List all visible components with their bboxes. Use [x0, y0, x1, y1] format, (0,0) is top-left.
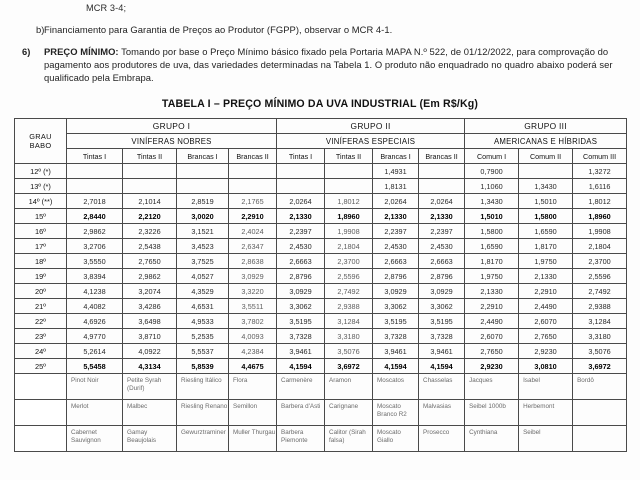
table-cell: 3,3062: [277, 299, 325, 314]
table-cell: 2,7492: [325, 284, 373, 299]
group-header-1: GRUPO I: [67, 119, 277, 134]
table-cell: 2,5596: [573, 269, 627, 284]
table-cell: 4,3529: [177, 284, 229, 299]
variety-row: [15, 374, 627, 400]
variety-cell: Chasselas: [419, 374, 465, 400]
table-row: [15, 209, 627, 224]
row-label: 22º: [15, 314, 67, 329]
table-cell: 1,5800: [465, 224, 519, 239]
table-cell: 3,2706: [67, 239, 123, 254]
table-cell: 2,9388: [573, 299, 627, 314]
column-header-comum-ii: Comum II: [519, 149, 573, 164]
table-cell: 3,5076: [325, 344, 373, 359]
grau-label-line1: GRAU: [29, 132, 52, 141]
table-title: TABELA I – PREÇO MÍNIMO DA UVA INDUSTRIAL (Em R$/Kg): [161, 98, 479, 110]
table-cell: 1,3272: [573, 164, 627, 179]
table-cell: 3,5195: [419, 314, 465, 329]
variety-cell: Seibel: [519, 426, 573, 452]
table-cell: 1,5010: [519, 194, 573, 209]
table-cell: 4,1594: [419, 359, 465, 374]
group-subtitle-3: AMERICANAS E HÍBRIDAS: [465, 134, 627, 149]
variety-cell: Seibel 1000b: [465, 400, 519, 426]
table-cell: [277, 179, 325, 194]
table-cell: 2,4024: [229, 224, 277, 239]
list-item-b-text: Financiamento para Garantia de Preços ao Produtor (FGPP), observar o MCR 4-1.: [44, 24, 393, 35]
table-cell: 1,1060: [465, 179, 519, 194]
table-cell: [277, 164, 325, 179]
table-cell: 3,7328: [373, 329, 419, 344]
column-header-row: [15, 149, 627, 164]
table-cell: 2,8519: [177, 194, 229, 209]
table-cell: [67, 179, 123, 194]
column-header-tintas-i-g1: Tintas I: [67, 149, 123, 164]
table-cell: 4,6531: [177, 299, 229, 314]
variety-cell: Semillon: [229, 400, 277, 426]
table-cell: 2,4490: [519, 299, 573, 314]
table-cell: 2,3700: [573, 254, 627, 269]
table-cell: 3,3220: [229, 284, 277, 299]
table-cell: 4,0093: [229, 329, 277, 344]
table-cell: 1,9908: [573, 224, 627, 239]
table-cell: 2,1765: [229, 194, 277, 209]
intro-section: [14, 0, 626, 84]
table-cell: 3,5195: [373, 314, 419, 329]
table-cell: 2,2910: [229, 209, 277, 224]
table-cell: 5,2535: [177, 329, 229, 344]
table-cell: 5,2614: [67, 344, 123, 359]
table-cell: 1,9750: [465, 269, 519, 284]
table-row: [15, 164, 627, 179]
price-table: [14, 118, 627, 452]
table-cell: [519, 164, 573, 179]
table-row: [15, 284, 627, 299]
table-row: [15, 194, 627, 209]
variety-cell: Muller Thurgau: [229, 426, 277, 452]
variety-cell: Calitor (Sirah falsa): [325, 426, 373, 452]
table-cell: [419, 179, 465, 194]
table-cell: 3,9461: [419, 344, 465, 359]
table-cell: 4,1594: [373, 359, 419, 374]
table-cell: 4,4082: [67, 299, 123, 314]
table-cell: 3,3180: [573, 329, 627, 344]
table-row: [15, 329, 627, 344]
table-cell: 4,3134: [123, 359, 177, 374]
table-row: [15, 224, 627, 239]
variety-cell: Moscato Branco R2: [373, 400, 419, 426]
row-label: 23º: [15, 329, 67, 344]
table-cell: 2,7650: [519, 329, 573, 344]
table-cell: 1,8012: [573, 194, 627, 209]
variety-cell: Flora: [229, 374, 277, 400]
table-cell: 3,5511: [229, 299, 277, 314]
table-cell: [325, 179, 373, 194]
table-cell: 2,1804: [573, 239, 627, 254]
table-cell: 2,4490: [465, 314, 519, 329]
table-cell: 3,7328: [277, 329, 325, 344]
table-cell: 2,6070: [465, 329, 519, 344]
table-cell: 2,5596: [325, 269, 373, 284]
group-header-2: GRUPO II: [277, 119, 465, 134]
table-cell: 2,9388: [325, 299, 373, 314]
table-cell: 1,8131: [373, 179, 419, 194]
table-cell: 2,7650: [123, 254, 177, 269]
table-cell: 3,7328: [419, 329, 465, 344]
table-row: [15, 314, 627, 329]
table-cell: 2,8440: [67, 209, 123, 224]
row-label: 12º (*): [15, 164, 67, 179]
table-cell: 2,3226: [123, 224, 177, 239]
table-cell: 2,1330: [465, 284, 519, 299]
table-row: [15, 239, 627, 254]
table-cell: 3,0810: [519, 359, 573, 374]
column-header-tintas-ii-g1: Tintas II: [123, 149, 177, 164]
table-cell: 2,9230: [465, 359, 519, 374]
column-header-tintas-ii-g2: Tintas II: [325, 149, 373, 164]
table-cell: [67, 164, 123, 179]
table-cell: 5,5458: [67, 359, 123, 374]
table-cell: 3,7525: [177, 254, 229, 269]
table-row: [15, 299, 627, 314]
variety-row-label: [15, 426, 67, 452]
table-cell: 4,2384: [229, 344, 277, 359]
table-cell: 1,6590: [465, 239, 519, 254]
table-cell: 3,4523: [177, 239, 229, 254]
table-cell: 3,1284: [573, 314, 627, 329]
table-cell: 1,6590: [519, 224, 573, 239]
variety-cell: Moscato Giallo: [373, 426, 419, 452]
table-cell: 4,9533: [177, 314, 229, 329]
table-cell: 2,8796: [419, 269, 465, 284]
table-cell: 2,4530: [419, 239, 465, 254]
table-cell: 4,9770: [67, 329, 123, 344]
column-header-tintas-i-g2: Tintas I: [277, 149, 325, 164]
variety-cell: Riesling Itálico: [177, 374, 229, 400]
table-cell: 2,0264: [419, 194, 465, 209]
table-cell: 2,2397: [277, 224, 325, 239]
table-cell: 1,5800: [519, 209, 573, 224]
group-subtitle-row: [15, 134, 627, 149]
table-cell: 3,5195: [277, 314, 325, 329]
variety-cell: Merlot: [67, 400, 123, 426]
table-cell: 5,8539: [177, 359, 229, 374]
variety-cell: Prosecco: [419, 426, 465, 452]
table-row: [15, 269, 627, 284]
variety-cell: Jacques: [465, 374, 519, 400]
row-label: 17º: [15, 239, 67, 254]
list-item-6: [14, 45, 626, 84]
table-cell: 3,8710: [123, 329, 177, 344]
continuation-line: MCR 3-4;: [86, 3, 127, 13]
variety-cell: [573, 426, 627, 452]
table-cell: 1,8960: [325, 209, 373, 224]
variety-cell: Gewurztraminer: [177, 426, 229, 452]
grau-label-line2: BABO: [29, 141, 52, 150]
table-cell: 3,7802: [229, 314, 277, 329]
table-cell: 1,4931: [373, 164, 419, 179]
variety-cell: Isabel: [519, 374, 573, 400]
table-cell: 1,9908: [325, 224, 373, 239]
table-cell: 2,8796: [277, 269, 325, 284]
table-cell: 4,1594: [277, 359, 325, 374]
row-label: 18º: [15, 254, 67, 269]
table-cell: 3,2074: [123, 284, 177, 299]
table-cell: 4,6926: [67, 314, 123, 329]
variety-cell: Barbera Piemonte: [277, 426, 325, 452]
table-cell: 3,3180: [325, 329, 373, 344]
list-item-b: [14, 23, 626, 36]
variety-cell: Cynthiana: [465, 426, 519, 452]
table-cell: 3,3062: [373, 299, 419, 314]
table-cell: 2,3700: [325, 254, 373, 269]
table-cell: 2,1330: [277, 209, 325, 224]
table-cell: 2,8796: [373, 269, 419, 284]
column-header-brancas-ii-g1: Brancas II: [229, 149, 277, 164]
table-cell: 3,8394: [67, 269, 123, 284]
table-cell: 2,6663: [419, 254, 465, 269]
variety-row-label: [15, 400, 67, 426]
table-cell: [123, 164, 177, 179]
table-cell: [177, 164, 229, 179]
table-cell: 1,8960: [573, 209, 627, 224]
group-subtitle-1: VINÍFERAS NOBRES: [67, 134, 277, 149]
row-label: 25º: [15, 359, 67, 374]
variety-cell: Malbec: [123, 400, 177, 426]
table-cell: 4,4675: [229, 359, 277, 374]
row-label: 16º: [15, 224, 67, 239]
variety-cell: Gamay Beaujolais: [123, 426, 177, 452]
table-cell: 3,1284: [325, 314, 373, 329]
table-cell: 1,6116: [573, 179, 627, 194]
table-cell: 1,5010: [465, 209, 519, 224]
variety-cell: Riesling Renano: [177, 400, 229, 426]
variety-cell: Petite Syrah (Durif): [123, 374, 177, 400]
list-item-b-marker: b): [36, 24, 45, 35]
table-cell: 3,5076: [573, 344, 627, 359]
table-row: [15, 344, 627, 359]
row-label: 19º: [15, 269, 67, 284]
list-item-6-text: [44, 45, 626, 84]
row-label: 20º: [15, 284, 67, 299]
table-cell: 2,4530: [373, 239, 419, 254]
table-cell: 1,9750: [519, 254, 573, 269]
column-header-brancas-i-g2: Brancas I: [373, 149, 419, 164]
table-cell: 3,0020: [177, 209, 229, 224]
variety-cell: Moscatos: [373, 374, 419, 400]
variety-cell: Pinot Noir: [67, 374, 123, 400]
table-row: [15, 359, 627, 374]
table-cell: 2,6347: [229, 239, 277, 254]
table-cell: 1,3430: [465, 194, 519, 209]
table-cell: 3,6972: [325, 359, 373, 374]
table-cell: 4,0922: [123, 344, 177, 359]
column-header-brancas-ii-g2: Brancas II: [419, 149, 465, 164]
list-item-6-bold-prefix: PREÇO MÍNIMO:: [44, 46, 119, 57]
table-cell: 3,6972: [573, 359, 627, 374]
table-cell: [325, 164, 373, 179]
table-cell: 2,1014: [123, 194, 177, 209]
table-cell: 2,2397: [373, 224, 419, 239]
table-cell: 1,8170: [465, 254, 519, 269]
table-cell: [123, 179, 177, 194]
table-cell: 2,8638: [229, 254, 277, 269]
table-cell: 3,0929: [229, 269, 277, 284]
table-cell: 2,9230: [519, 344, 573, 359]
table-cell: [419, 164, 465, 179]
table-cell: 2,4530: [277, 239, 325, 254]
table-cell: 2,6663: [277, 254, 325, 269]
variety-cell: Malvasias: [419, 400, 465, 426]
table-cell: 2,9862: [67, 224, 123, 239]
column-header-brancas-i-g1: Brancas I: [177, 149, 229, 164]
variety-row-label: [15, 374, 67, 400]
table-cell: 2,7018: [67, 194, 123, 209]
table-cell: [229, 164, 277, 179]
table-cell: [177, 179, 229, 194]
table-cell: 3,9461: [373, 344, 419, 359]
variety-cell: Bordô: [573, 374, 627, 400]
table-cell: 2,0264: [373, 194, 419, 209]
table-cell: 2,0264: [277, 194, 325, 209]
variety-cell: Cabernet Sauvignon: [67, 426, 123, 452]
table-cell: 3,9461: [277, 344, 325, 359]
table-cell: 2,1330: [419, 209, 465, 224]
table-cell: 2,6070: [519, 314, 573, 329]
table-cell: 5,5537: [177, 344, 229, 359]
table-cell: 2,7492: [573, 284, 627, 299]
variety-cell: Aramon: [325, 374, 373, 400]
list-item-6-body: Tomando por base o Preço Mínimo básico fixado pela Portaria MAPA N.º 522, de 01/12/2022, para comprovação do pagamento aos produtores de uva, das variedades determinadas na Tabela 1. O produto não enquadrado no quadro abaixo poderá ser qualificado pela Embrapa.: [44, 46, 613, 83]
table-cell: 3,0929: [277, 284, 325, 299]
table-cell: 4,1238: [67, 284, 123, 299]
group-header-row: [15, 119, 627, 134]
table-cell: 3,1521: [177, 224, 229, 239]
table-cell: 4,0527: [177, 269, 229, 284]
table-cell: 2,2397: [419, 224, 465, 239]
table-cell: 3,0929: [419, 284, 465, 299]
variety-row: [15, 400, 627, 426]
table-cell: 2,9862: [123, 269, 177, 284]
list-item-6-marker: 6): [22, 46, 31, 57]
column-header-comum-i: Comum I: [465, 149, 519, 164]
table-cell: 3,6498: [123, 314, 177, 329]
variety-cell: Herbemont: [519, 400, 573, 426]
column-header-comum-iii: Comum III: [573, 149, 627, 164]
table-cell: 2,1330: [373, 209, 419, 224]
table-row: [15, 179, 627, 194]
table-head: [15, 119, 627, 164]
table-body: [15, 164, 627, 452]
row-label: 24º: [15, 344, 67, 359]
variety-cell: Carmenère: [277, 374, 325, 400]
variety-cell: Carignane: [325, 400, 373, 426]
row-label: 14º (**): [15, 194, 67, 209]
table-row: [15, 254, 627, 269]
table-cell: 3,3062: [419, 299, 465, 314]
table-cell: 2,2910: [465, 299, 519, 314]
row-label: 13º (*): [15, 179, 67, 194]
table-cell: 3,4286: [123, 299, 177, 314]
table-cell: 2,2120: [123, 209, 177, 224]
table-cell: 2,2910: [519, 284, 573, 299]
table-cell: 1,8170: [519, 239, 573, 254]
table-cell: 2,1804: [325, 239, 373, 254]
table-cell: 3,5550: [67, 254, 123, 269]
table-cell: 2,7650: [465, 344, 519, 359]
table-cell: 2,6663: [373, 254, 419, 269]
table-cell: 1,3430: [519, 179, 573, 194]
variety-cell: [573, 400, 627, 426]
variety-row: [15, 426, 627, 452]
group-subtitle-2: VINÍFERAS ESPECIAIS: [277, 134, 465, 149]
grau-babo-corner: [15, 119, 67, 164]
table-cell: [229, 179, 277, 194]
table-cell: 0,7900: [465, 164, 519, 179]
table-cell: 1,8012: [325, 194, 373, 209]
table-cell: 2,1330: [519, 269, 573, 284]
row-label: 15º: [15, 209, 67, 224]
table-cell: 3,0929: [373, 284, 419, 299]
table-cell: 2,5438: [123, 239, 177, 254]
row-label: 21º: [15, 299, 67, 314]
variety-cell: Barbera d'Asti: [277, 400, 325, 426]
group-header-3: GRUPO III: [465, 119, 627, 134]
